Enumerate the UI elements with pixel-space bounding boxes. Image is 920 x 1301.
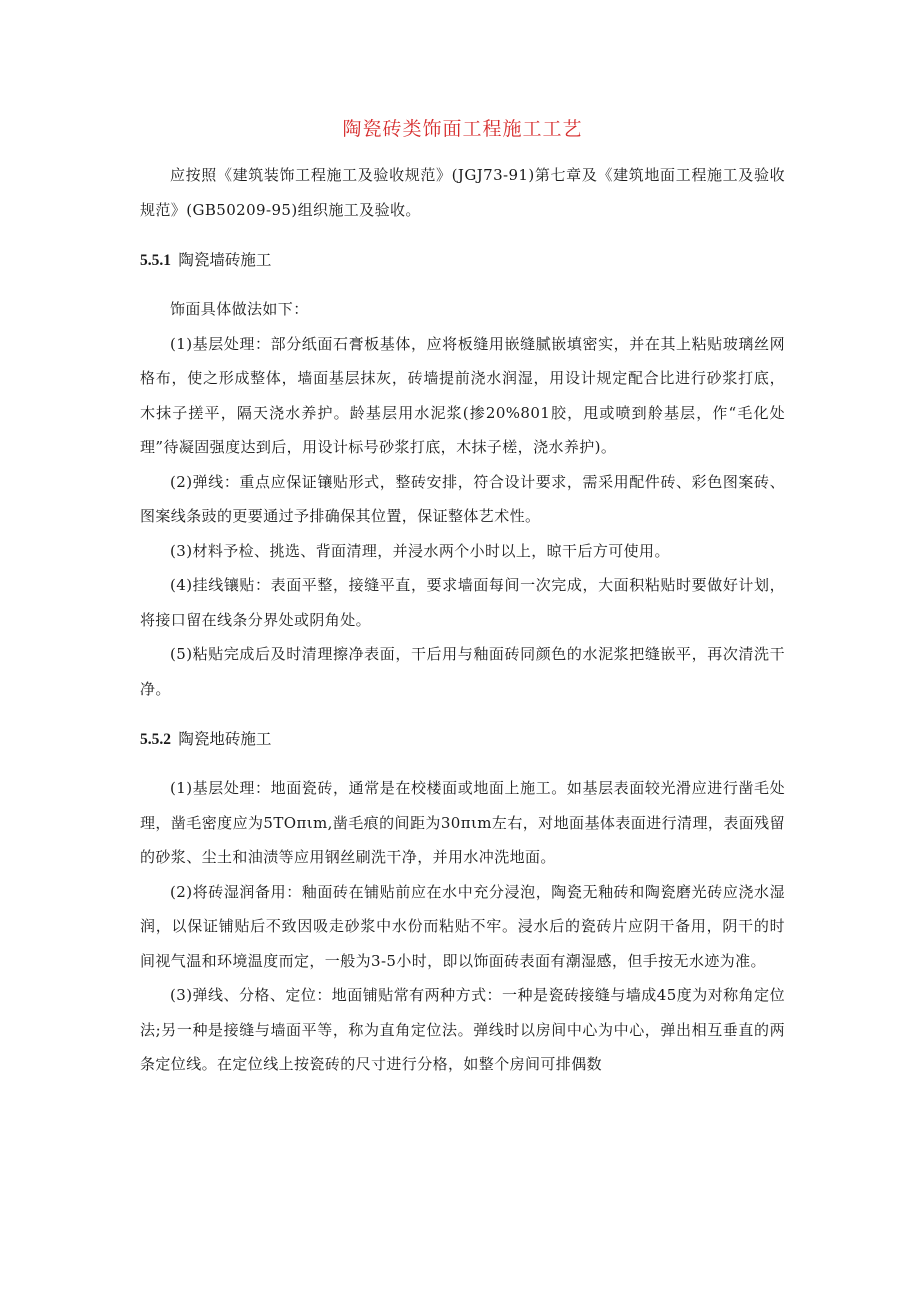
section2-paragraph-2: (3)弹线、分格、定位：地面铺贴常有两种方式：一种是瓷砖接缝与墙成45度为对称角定位法;另一种是接缝与墙面平等，称为直角定位法。弹线时以房间中心为中心，弹出相互垂直的两条定位线。在定位线上按瓷砖的尺寸进行分格，如整个房间可排偶数	[140, 986, 785, 1073]
section-title-2: 陶瓷地砖施工	[178, 730, 272, 748]
intro-paragraph: 应按照《建筑装饰工程施工及验收规范》(JGJ73-91)第七章及《建筑地面工程施工及验收规范》(GB50209-95)组织施工及验收。	[140, 166, 785, 219]
section-heading-2	[140, 724, 785, 755]
section-title-1: 陶瓷墙砖施工	[178, 251, 272, 269]
section2-paragraph-0: (1)基层处理：地面瓷砖，通常是在校楼面或地面上施工。如基层表面较光滑应进行凿毛处理，凿毛密度应为5TOπιm,凿毛痕的间距为30πιm左右，对地面基体表面进行清理，表面残留的砂浆、尘土和油渍等应用钢丝刷洗干净，并用水冲洗地面。	[140, 779, 785, 866]
section1-paragraph-3: (3)材料予检、挑选、背面清理，并浸水两个小时以上，晾干后方可使用。	[170, 541, 670, 560]
document-page	[140, 110, 785, 1082]
document-title: 陶瓷砖类饰面工程施工工艺	[342, 118, 583, 140]
section1-paragraph-2: (2)弹线：重点应保证镶贴形式，整砖安排，符合设计要求，需采用配件砖、彩色图案砖、图案线条豉的更要通过予排确保其位置，保证整体艺术性。	[140, 472, 785, 525]
section2-paragraph-1: (2)将砖湿润备用：釉面砖在铺贴前应在水中充分浸泡，陶瓷无釉砖和陶瓷磨光砖应浇水湿润，以保证铺贴后不致因吸走砂浆中水份而粘贴不牢。浸水后的瓷砖片应阴干备用，阴干的时间视气温和环境温度而定，一般为3-5小时，即以饰面砖表面有潮湿感，但手按无水迹为准。	[140, 882, 785, 970]
section1-paragraph-1: (1)基层处理：部分纸面石膏板基体，应将板缝用嵌缝腻嵌填密实，并在其上粘贴玻璃丝网格布，使之形成整体，墙面基层抹灰，砖墙提前浇水润湿，用设计规定配合比进行砂浆打底，木抹子搓平，隔天浇水养护。龄基层用水泥浆(掺20%801胶，甩或喷到舲基层，作“毛化处理”待凝固强度达到后，用设计标号砂浆打底，木抹子槎，浇水养护)。	[140, 334, 785, 456]
section1-paragraph-5: (5)粘贴完成后及时清理擦净表面，干后用与釉面砖同颜色的水泥浆把缝嵌平，再次清洗干净。	[140, 645, 785, 698]
section-number-1: 5.5.1	[140, 252, 171, 269]
section-heading-1	[140, 245, 785, 276]
section1-paragraph-4: (4)挂线镶贴：表面平整，接缝平直，要求墙面每间一次完成，大面积粘贴时要做好计划，将接口留在线条分界处或阴角处。	[140, 576, 785, 629]
section-number-2: 5.5.2	[140, 731, 171, 748]
section1-paragraph-0: 饰面具体做法如下：	[170, 300, 309, 318]
